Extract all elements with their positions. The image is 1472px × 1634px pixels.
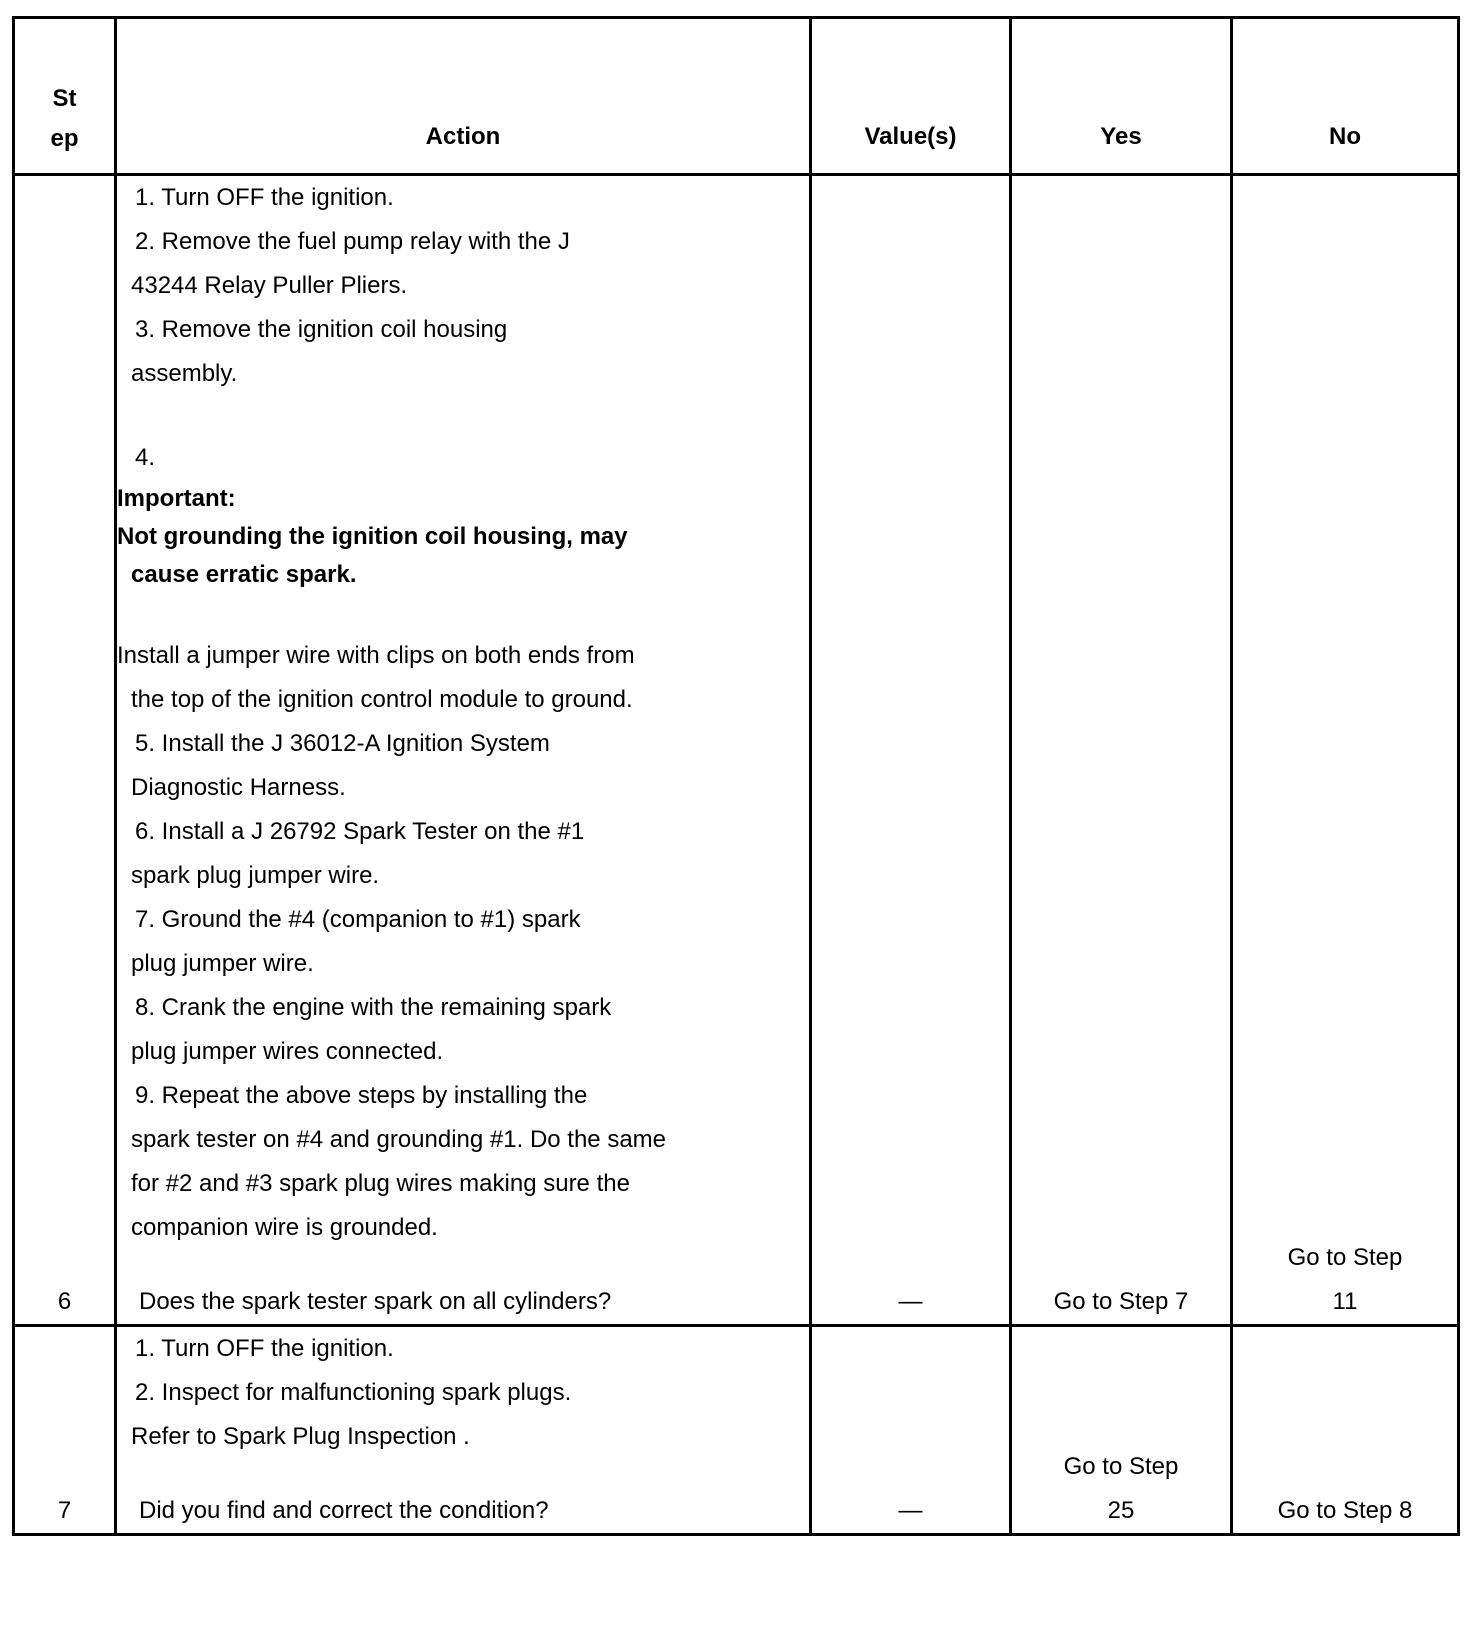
action-line: 2. Inspect for malfunctioning spark plugs. (135, 1379, 572, 1406)
action-cell (116, 175, 811, 1326)
no-cell (1232, 175, 1459, 1326)
header-action: Action (116, 18, 811, 175)
no-link[interactable]: Go to Step 8 (1277, 1497, 1413, 1524)
action-line: assembly. (131, 360, 238, 387)
action-line: plug jumper wire. (131, 950, 314, 977)
action-line: spark plug jumper wire. (131, 862, 380, 889)
action-line: the top of the ignition control module to ground. (131, 686, 633, 713)
table-row (14, 1326, 1459, 1535)
important-text: Not grounding the ignition coil housing, may (117, 523, 628, 550)
important-label: Important: (117, 485, 236, 512)
action-line: Diagnostic Harness. (131, 774, 346, 801)
yes-cell (1011, 1326, 1232, 1535)
action-line: 3. Remove the ignition coil housing (135, 316, 508, 343)
action-line: for #2 and #3 spark plug wires making sure the (131, 1170, 630, 1197)
no-cell (1232, 1326, 1459, 1535)
action-line: 4. (135, 444, 156, 471)
action-question: Did you find and correct the condition? (139, 1497, 549, 1524)
value-cell: — (811, 175, 1011, 1326)
step-number: 7 (14, 1326, 116, 1535)
action-line: 8. Crank the engine with the remaining spark (135, 994, 612, 1021)
action-line: plug jumper wires connected. (131, 1038, 444, 1065)
action-line: 5. Install the J 36012-A Ignition System (135, 730, 550, 757)
yes-link-step[interactable]: 25 (1107, 1497, 1135, 1524)
yes-cell (1011, 175, 1232, 1326)
step-number: 6 (14, 175, 116, 1326)
value-cell: — (811, 1326, 1011, 1535)
action-line: 1. Turn OFF the ignition. (135, 1335, 394, 1362)
action-cell (116, 1326, 811, 1535)
action-line: 7. Ground the #4 (companion to #1) spark (135, 906, 581, 933)
table-header-row (14, 18, 1459, 175)
header-step: St ep (14, 18, 116, 175)
action-line: Refer to Spark Plug Inspection . (131, 1423, 470, 1450)
action-question: Does the spark tester spark on all cylinders? (139, 1288, 612, 1315)
action-line: companion wire is grounded. (131, 1214, 438, 1241)
action-line: Install a jumper wire with clips on both ends from (117, 642, 635, 669)
diagnostic-table (12, 16, 1460, 1536)
no-link-step[interactable]: 11 (1332, 1288, 1358, 1315)
action-line: 9. Repeat the above steps by installing the (135, 1082, 588, 1109)
important-text: cause erratic spark. (131, 561, 357, 588)
action-line: 1. Turn OFF the ignition. (135, 184, 394, 211)
yes-link[interactable]: Go to Step (1063, 1453, 1179, 1480)
header-values: Value(s) (811, 18, 1011, 175)
table-row (14, 175, 1459, 1326)
action-line: 2. Remove the fuel pump relay with the J (135, 228, 570, 255)
action-line: spark tester on #4 and grounding #1. Do the same (131, 1126, 667, 1153)
yes-link[interactable]: Go to Step 7 (1053, 1288, 1189, 1315)
action-line: 6. Install a J 26792 Spark Tester on the #1 (135, 818, 585, 845)
no-link[interactable]: Go to Step (1287, 1244, 1403, 1271)
action-line: 43244 Relay Puller Pliers. (131, 272, 408, 299)
header-no: No (1232, 18, 1459, 175)
header-yes: Yes (1011, 18, 1232, 175)
